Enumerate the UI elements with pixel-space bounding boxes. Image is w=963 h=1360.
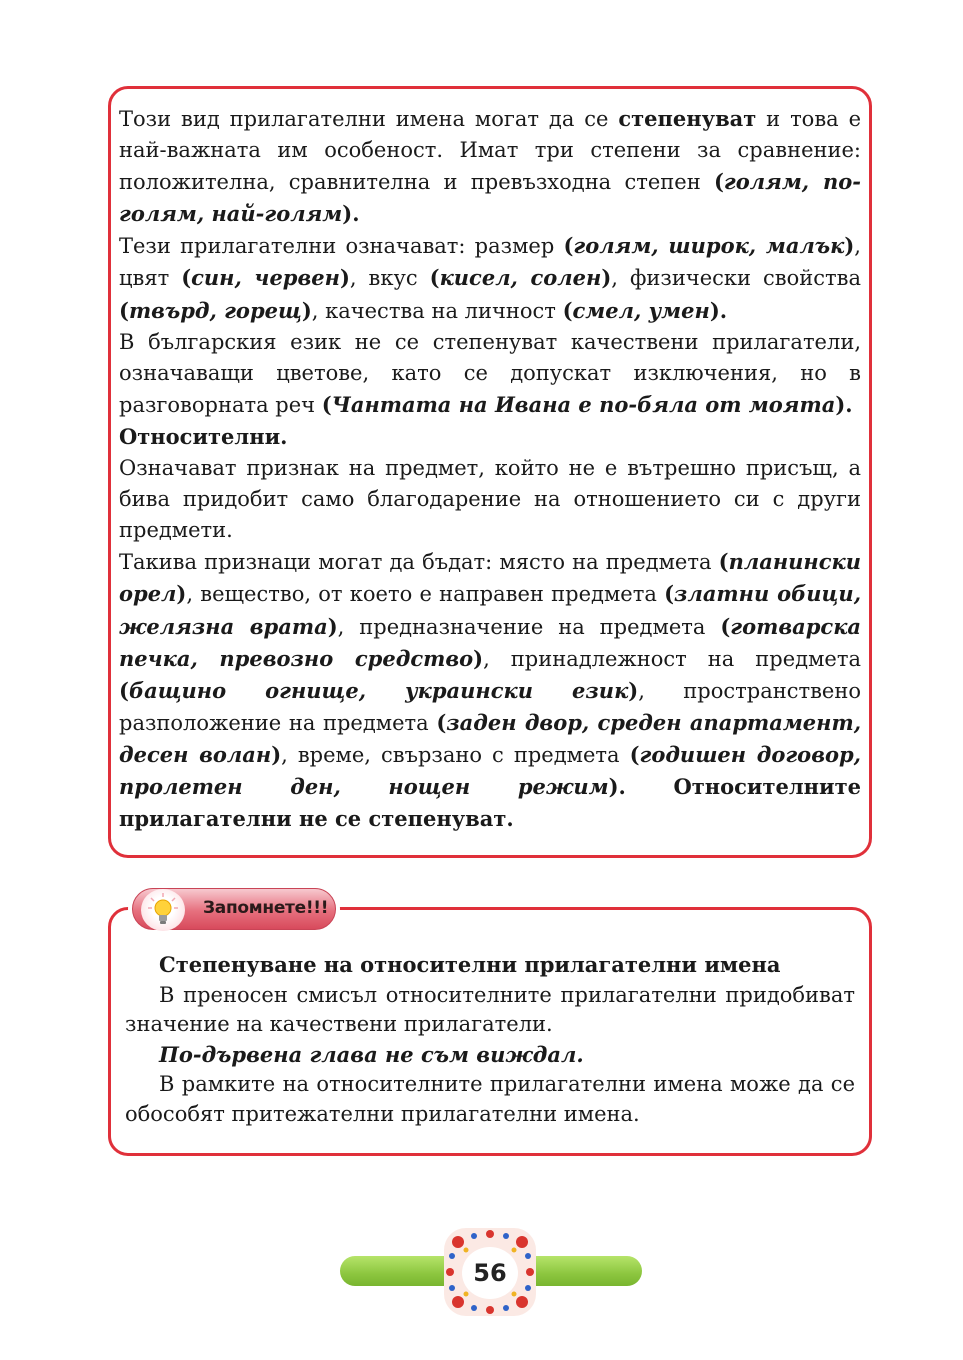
bracket: ). — [709, 297, 728, 323]
bracket: ). — [342, 201, 360, 227]
example: златни обици, желязна врата — [119, 581, 861, 639]
remember-example — [125, 1040, 855, 1071]
info-box-qualitative — [108, 86, 872, 858]
text: , цвят — [119, 234, 861, 291]
example: голям, широк, малък — [573, 233, 845, 259]
text: , вкус — [349, 266, 430, 291]
bold-term: степенуват — [618, 106, 757, 131]
bracket: ( — [181, 265, 192, 291]
text: , качества на личност — [311, 298, 563, 323]
bracket: ( — [713, 169, 724, 195]
text: , вещество, от което е направен предмета — [186, 582, 665, 607]
example: По-дървена глава не съм виждал. — [159, 1041, 584, 1067]
bracket: ) — [301, 297, 312, 323]
bracket: ) — [327, 613, 338, 639]
bracket: ). — [835, 391, 853, 417]
bracket: ( — [436, 709, 447, 735]
example: готварска печка, превозно средство — [119, 613, 862, 671]
bracket: ( — [718, 549, 729, 575]
bracket: ) — [844, 233, 855, 259]
example: планински орел — [119, 549, 861, 607]
text: , пространствено разположение на предмета — [119, 678, 861, 735]
example: заден двор, среден апартамент, десен волан — [119, 709, 862, 767]
example: годишен договор, пролетен ден, нощен режим — [119, 741, 861, 799]
bracket: ( — [720, 613, 731, 639]
bracket: ( — [119, 677, 129, 703]
heading-text: Степенуване на относителни прилагателни имена — [159, 952, 781, 977]
text: , принадлежност на предмета — [483, 646, 861, 671]
bracket: ) — [271, 741, 282, 767]
remember-paragraph-2: В рамките на относителните прилагателни имена може да се обособят притежателни прилагателни имена. — [125, 1072, 855, 1126]
remember-box — [108, 907, 872, 1156]
bracket: ) — [176, 581, 187, 607]
bold-conclusion: ). Относителните прилагателни не се степенуват. — [119, 773, 861, 832]
bracket: ( — [429, 265, 440, 291]
text: и това е най-важната им особеност. Имат три степени за сравнение: положителна, сравнителна и превъзходна степен — [119, 107, 861, 195]
bracket: ( — [563, 233, 574, 259]
bracket: ) — [601, 265, 612, 291]
badge-label: Запомнете!!! — [203, 898, 329, 918]
text: Такива признаци могат да бъдат: място на предмета — [119, 550, 719, 575]
bracket: ) — [628, 677, 639, 703]
text: , предназначение на предмета — [337, 614, 721, 639]
example: бащино огнище, украински език — [128, 677, 629, 703]
text: В българския език не се степенуват качествени прилагатели, означаващи цветове, като се допускат изключения, но в разговорната реч — [119, 329, 861, 417]
lightbulb-icon — [141, 889, 185, 931]
example: голям, по-голям, най-голям — [119, 169, 861, 227]
paragraph-relative-definition: Означават признак на предмет, който не е вътрешно присъщ, а бива придобит само благодарение на отношението си с други предмети. — [119, 456, 861, 543]
bracket: ) — [473, 645, 484, 671]
bracket: ( — [321, 391, 332, 417]
text: , физически свойства — [611, 266, 861, 291]
example: твърд, горещ — [128, 297, 302, 323]
heading-text: Относителни. — [119, 423, 288, 449]
paragraph-degrees — [119, 103, 861, 230]
example: кисел, солен — [439, 265, 602, 291]
remember-paragraph-1: В преносен смисъл относителните прилагателни придобиват значение на качествени прилагатели. — [125, 982, 855, 1036]
paragraph-relative-examples — [119, 546, 861, 835]
page-number: 56 — [473, 1259, 507, 1287]
example: Чантата на Ивана е по-бяла от моята — [331, 391, 836, 417]
text: , време, свързано с предмета — [281, 742, 630, 767]
paragraph-meanings — [119, 230, 861, 326]
paragraph-colors — [119, 327, 861, 421]
badge-pill — [132, 888, 336, 930]
remember-badge — [128, 884, 340, 934]
bracket: ( — [629, 741, 640, 767]
text: Тези прилагателни означават: размер — [119, 234, 564, 259]
bracket: ( — [119, 297, 129, 323]
bracket: ( — [664, 581, 675, 607]
section-heading-relative — [119, 421, 861, 453]
remember-heading — [125, 950, 855, 981]
bracket: ) — [339, 265, 350, 291]
bracket: ( — [562, 297, 573, 323]
text: Този вид прилагателни имена могат да се — [119, 107, 619, 131]
example: смел, умен — [572, 297, 710, 323]
example: син, червен — [191, 265, 340, 291]
